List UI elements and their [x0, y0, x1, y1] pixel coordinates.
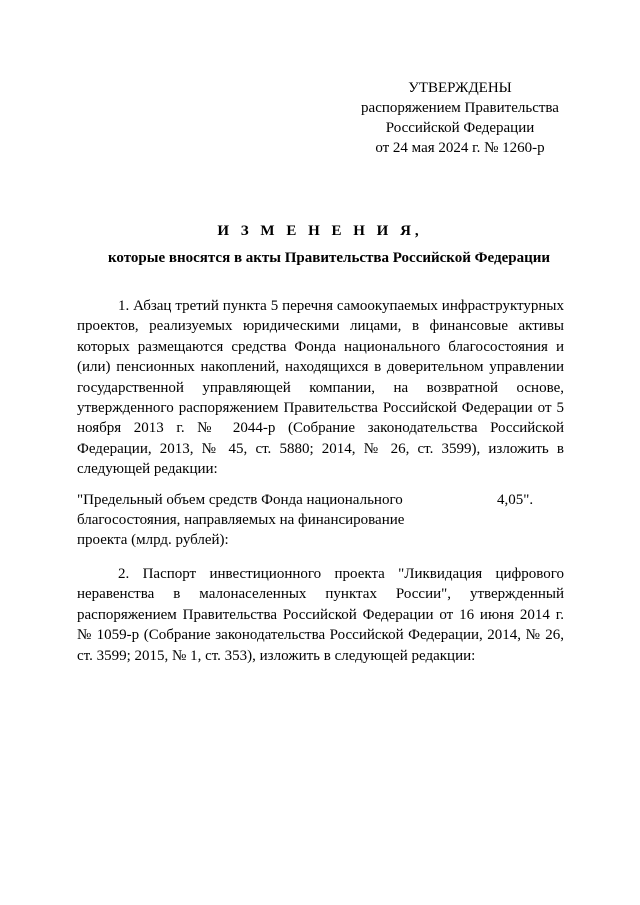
approval-title: УТВЕРЖДЕНЫ	[408, 80, 512, 96]
quoted-row-label: "Предельный объем средств Фонда национального благосостояния, направляемых на финансирование проекта (млрд. рублей):	[77, 492, 405, 548]
paragraph-1	[77, 296, 564, 480]
quoted-table-row	[77, 490, 564, 550]
approval-stamp	[340, 78, 580, 158]
document-subtitle: которые вносятся в акты Правительства Российской Федерации	[107, 250, 551, 266]
paragraph-1-text: 1. Абзац третий пункта 5 перечня самоокупаемых инфраструктурных проектов, реализуемых юридическими лицами, в финансовые активы которых размещаются средства Фонда национального благосостояния и (или) пенсионных накоплений, находящихся в доверительном управлении государственной управляющей компании, на возвратной основе, утвержденного распоряжением Правительства Российской Федерации от 5 ноября 2013 г. № 2044-р (Собрание законодательства Российской Федерации, 2013, № 45, ст. 5880; 2014, № 26, ст. 3599), изложить в следующей редакции:	[77, 298, 564, 478]
approval-line-date: от 24 мая 2024 г. № 1260-р	[375, 140, 545, 156]
approval-line-authority: распоряжением Правительства	[361, 100, 559, 116]
approval-line-country: Российской Федерации	[385, 120, 535, 136]
quoted-row-value: 4,05".	[497, 492, 534, 508]
document-title: И З М Е Н Е Н И Я,	[217, 223, 423, 239]
paragraph-2	[77, 564, 564, 666]
document-heading	[0, 221, 640, 268]
paragraph-2-text: 2. Паспорт инвестиционного проекта "Ликвидация цифрового неравенства в малонаселенных пунктах России", утвержденный распоряжением Правительства Российской Федерации от 16 июня 2014 г. № 1059-р (Собрание законодательства Российской Федерации, 2014, № 26, ст. 3599; 2015, № 1, ст. 353), изложить в следующей редакции:	[77, 566, 564, 664]
